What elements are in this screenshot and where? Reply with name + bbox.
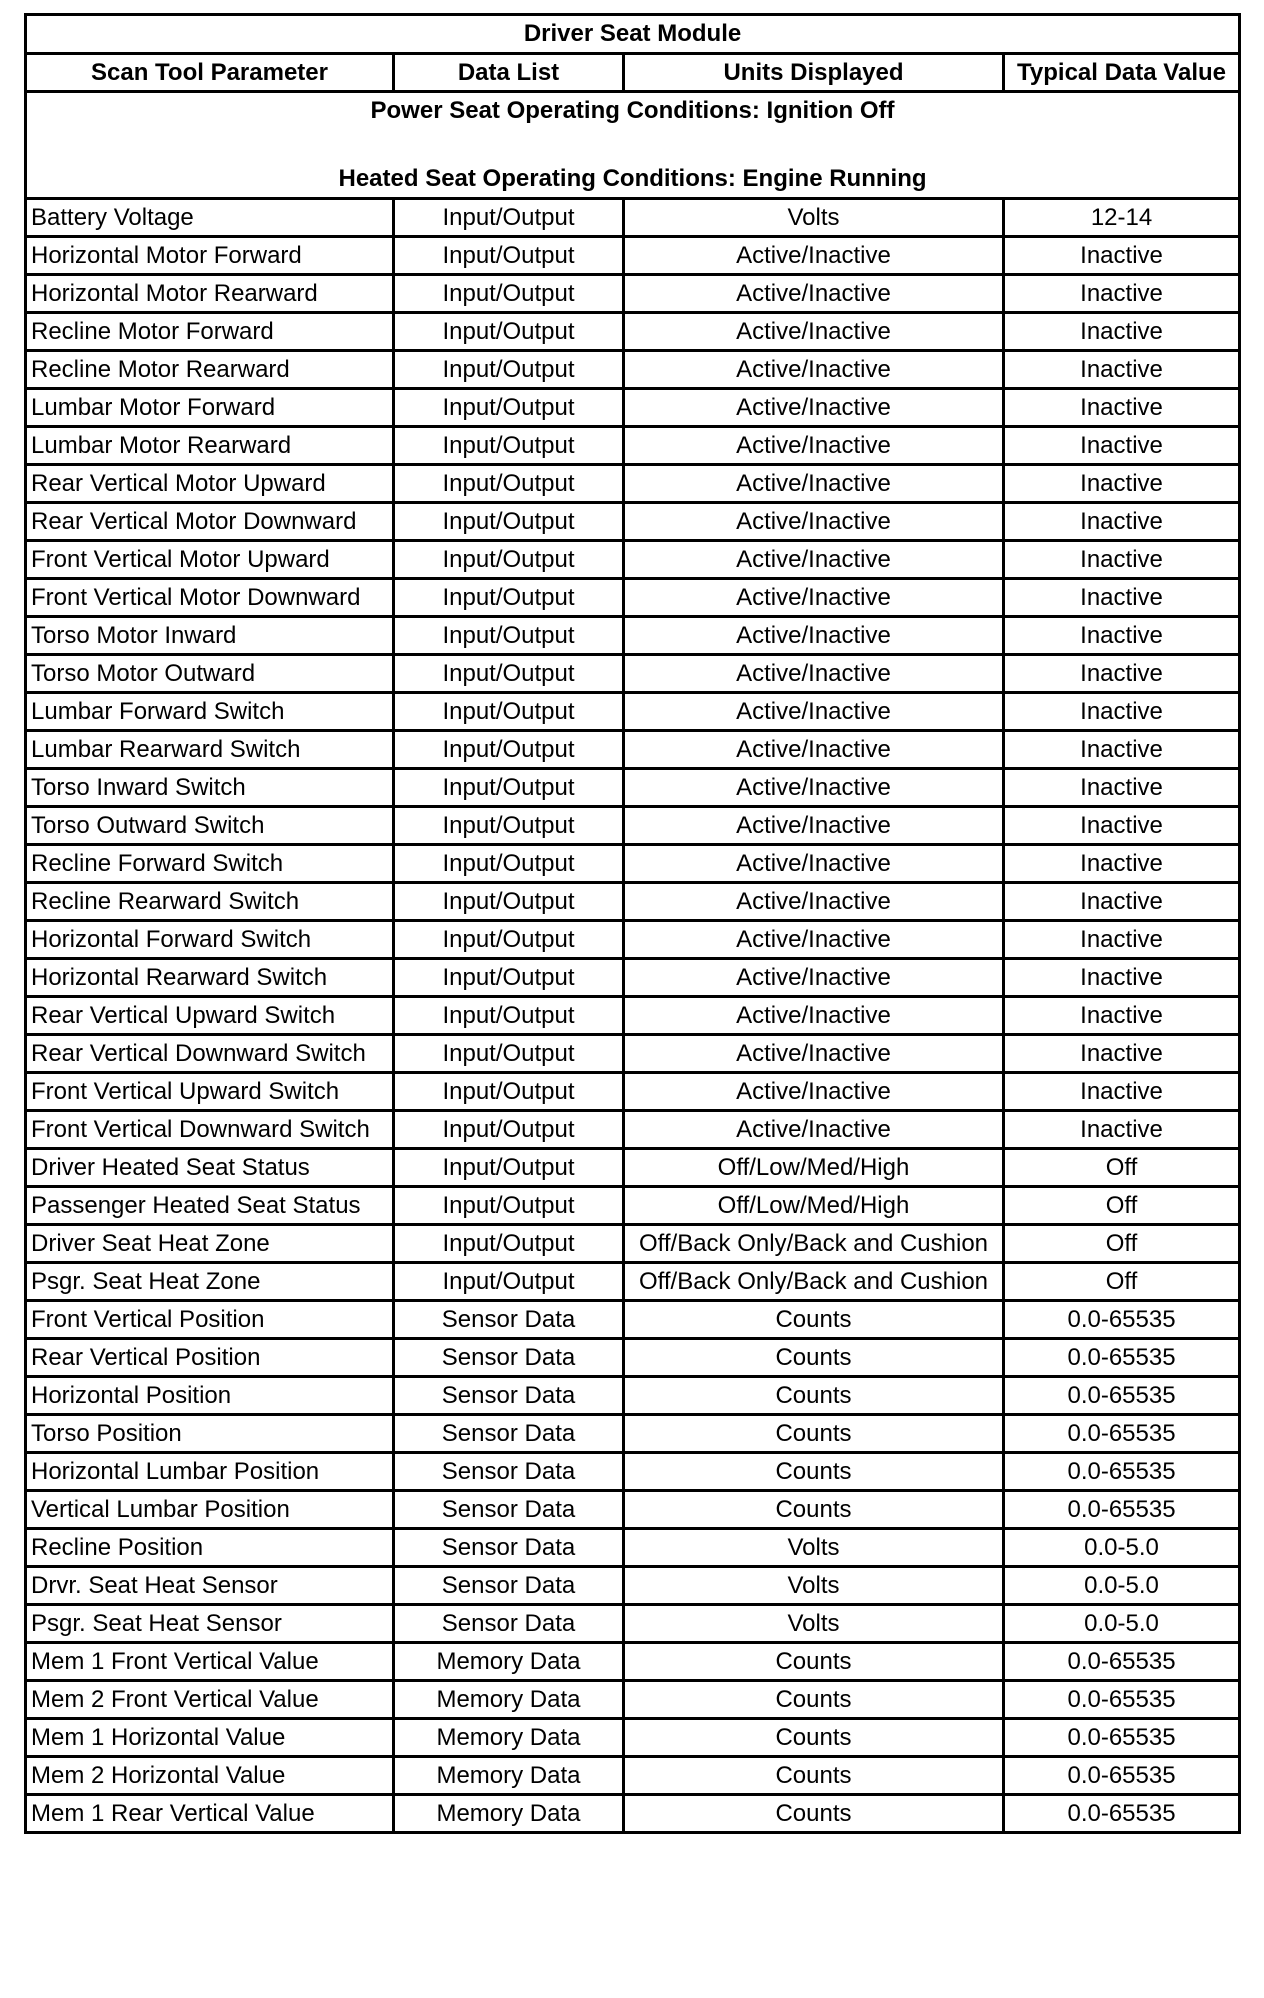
units-cell: Active/Inactive [624,465,1004,503]
param-cell: Battery Voltage [26,199,394,237]
typical-value-cell: Inactive [1004,503,1240,541]
param-cell: Driver Heated Seat Status [26,1149,394,1187]
param-cell: Mem 2 Front Vertical Value [26,1681,394,1719]
typical-value-cell: 0.0-5.0 [1004,1529,1240,1567]
table-row [26,1491,1240,1529]
typical-value-cell: Inactive [1004,351,1240,389]
table-row [26,1681,1240,1719]
param-cell: Horizontal Motor Rearward [26,275,394,313]
table-row [26,1453,1240,1491]
typical-value-cell: Inactive [1004,389,1240,427]
data-list-cell: Sensor Data [394,1377,624,1415]
units-cell: Active/Inactive [624,351,1004,389]
data-list-cell: Input/Output [394,465,624,503]
param-cell: Driver Seat Heat Zone [26,1225,394,1263]
param-cell: Front Vertical Motor Downward [26,579,394,617]
param-cell: Mem 1 Rear Vertical Value [26,1795,394,1833]
typical-value-cell: 0.0-65535 [1004,1491,1240,1529]
typical-value-cell: 12-14 [1004,199,1240,237]
typical-value-cell: 0.0-65535 [1004,1377,1240,1415]
table-row [26,1757,1240,1795]
units-cell: Counts [624,1719,1004,1757]
param-cell: Lumbar Rearward Switch [26,731,394,769]
data-list-cell: Input/Output [394,959,624,997]
units-cell: Active/Inactive [624,693,1004,731]
typical-value-cell: Inactive [1004,237,1240,275]
typical-value-cell: Inactive [1004,731,1240,769]
units-cell: Counts [624,1339,1004,1377]
param-cell: Lumbar Motor Forward [26,389,394,427]
data-list-cell: Input/Output [394,237,624,275]
typical-value-cell: 0.0-65535 [1004,1301,1240,1339]
table-row [26,1795,1240,1833]
typical-value-cell: Inactive [1004,427,1240,465]
data-list-cell: Input/Output [394,503,624,541]
table-row [26,275,1240,313]
data-list-cell: Memory Data [394,1795,624,1833]
param-cell: Front Vertical Upward Switch [26,1073,394,1111]
table-row [26,237,1240,275]
param-cell: Recline Motor Rearward [26,351,394,389]
param-cell: Lumbar Motor Rearward [26,427,394,465]
table-row [26,1035,1240,1073]
table-row [26,693,1240,731]
param-cell: Recline Motor Forward [26,313,394,351]
operating-conditions [26,92,1240,199]
param-cell: Vertical Lumbar Position [26,1491,394,1529]
param-cell: Rear Vertical Motor Upward [26,465,394,503]
table-row [26,541,1240,579]
units-cell: Counts [624,1491,1004,1529]
data-list-cell: Input/Output [394,275,624,313]
units-cell: Active/Inactive [624,731,1004,769]
typical-value-cell: Inactive [1004,579,1240,617]
typical-value-cell: 0.0-65535 [1004,1795,1240,1833]
typical-value-cell: 0.0-65535 [1004,1415,1240,1453]
units-cell: Volts [624,1567,1004,1605]
data-list-cell: Sensor Data [394,1339,624,1377]
units-cell: Active/Inactive [624,275,1004,313]
heated-seat-conditions: Heated Seat Operating Conditions: Engine Running [338,165,927,192]
typical-value-cell: 0.0-5.0 [1004,1567,1240,1605]
param-cell: Rear Vertical Motor Downward [26,503,394,541]
param-cell: Rear Vertical Upward Switch [26,997,394,1035]
data-list-cell: Input/Output [394,1111,624,1149]
typical-value-cell: 0.0-65535 [1004,1339,1240,1377]
param-cell: Horizontal Forward Switch [26,921,394,959]
header-typical-data-value: Typical Data Value [1004,54,1240,92]
units-cell: Active/Inactive [624,959,1004,997]
table-row [26,655,1240,693]
typical-value-cell: Inactive [1004,1035,1240,1073]
param-cell: Torso Position [26,1415,394,1453]
units-cell: Active/Inactive [624,1073,1004,1111]
param-cell: Front Vertical Position [26,1301,394,1339]
header-units-displayed: Units Displayed [624,54,1004,92]
param-cell: Front Vertical Motor Upward [26,541,394,579]
units-cell: Volts [624,199,1004,237]
data-list-cell: Memory Data [394,1681,624,1719]
units-cell: Counts [624,1681,1004,1719]
param-cell: Lumbar Forward Switch [26,693,394,731]
table-row [26,921,1240,959]
column-header-row [26,54,1240,92]
param-cell: Passenger Heated Seat Status [26,1187,394,1225]
typical-value-cell: Off [1004,1187,1240,1225]
units-cell: Counts [624,1795,1004,1833]
units-cell: Counts [624,1301,1004,1339]
table-row [26,1187,1240,1225]
header-data-list: Data List [394,54,624,92]
operating-conditions-row [26,92,1240,199]
units-cell: Active/Inactive [624,997,1004,1035]
table-row [26,769,1240,807]
param-cell: Torso Outward Switch [26,807,394,845]
table-row [26,503,1240,541]
units-cell: Active/Inactive [624,617,1004,655]
param-cell: Psgr. Seat Heat Zone [26,1263,394,1301]
param-cell: Horizontal Position [26,1377,394,1415]
data-list-cell: Input/Output [394,389,624,427]
data-list-cell: Input/Output [394,883,624,921]
param-cell: Front Vertical Downward Switch [26,1111,394,1149]
data-list-cell: Input/Output [394,351,624,389]
data-list-cell: Sensor Data [394,1415,624,1453]
param-cell: Torso Motor Inward [26,617,394,655]
typical-value-cell: 0.0-65535 [1004,1757,1240,1795]
data-list-cell: Input/Output [394,1149,624,1187]
units-cell: Off/Low/Med/High [624,1149,1004,1187]
table-row [26,427,1240,465]
units-cell: Active/Inactive [624,503,1004,541]
data-list-cell: Input/Output [394,1225,624,1263]
table-row [26,731,1240,769]
units-cell: Active/Inactive [624,921,1004,959]
table-body [26,199,1240,1833]
typical-value-cell: 0.0-65535 [1004,1643,1240,1681]
table-row [26,199,1240,237]
typical-value-cell: Inactive [1004,1073,1240,1111]
units-cell: Off/Back Only/Back and Cushion [624,1225,1004,1263]
table-row [26,313,1240,351]
data-list-cell: Input/Output [394,427,624,465]
data-list-cell: Input/Output [394,769,624,807]
table-row [26,617,1240,655]
units-cell: Counts [624,1453,1004,1491]
data-list-cell: Input/Output [394,845,624,883]
typical-value-cell: Inactive [1004,883,1240,921]
table-title-row [26,15,1240,54]
typical-value-cell: 0.0-65535 [1004,1719,1240,1757]
typical-value-cell: Inactive [1004,921,1240,959]
table-row [26,845,1240,883]
typical-value-cell: Inactive [1004,1111,1240,1149]
units-cell: Active/Inactive [624,883,1004,921]
typical-value-cell: Off [1004,1263,1240,1301]
data-list-cell: Input/Output [394,693,624,731]
units-cell: Active/Inactive [624,845,1004,883]
data-list-cell: Input/Output [394,1035,624,1073]
table-row [26,1643,1240,1681]
units-cell: Volts [624,1529,1004,1567]
typical-value-cell: 0.0-5.0 [1004,1605,1240,1643]
units-cell: Active/Inactive [624,313,1004,351]
typical-value-cell: Inactive [1004,465,1240,503]
units-cell: Off/Low/Med/High [624,1187,1004,1225]
data-list-cell: Input/Output [394,1263,624,1301]
param-cell: Recline Rearward Switch [26,883,394,921]
typical-value-cell: Inactive [1004,617,1240,655]
typical-value-cell: 0.0-65535 [1004,1453,1240,1491]
table-row [26,1415,1240,1453]
data-list-cell: Input/Output [394,807,624,845]
table-row [26,959,1240,997]
param-cell: Recline Position [26,1529,394,1567]
data-list-cell: Sensor Data [394,1529,624,1567]
units-cell: Active/Inactive [624,579,1004,617]
param-cell: Torso Inward Switch [26,769,394,807]
table-row [26,1225,1240,1263]
typical-value-cell: Off [1004,1149,1240,1187]
table-row [26,1567,1240,1605]
typical-value-cell: Off [1004,1225,1240,1263]
data-list-cell: Memory Data [394,1643,624,1681]
table-row [26,1149,1240,1187]
table-row [26,1377,1240,1415]
data-list-cell: Memory Data [394,1719,624,1757]
typical-value-cell: Inactive [1004,997,1240,1035]
units-cell: Active/Inactive [624,807,1004,845]
data-list-cell: Sensor Data [394,1605,624,1643]
data-table-document [24,13,1238,1834]
table-row [26,1529,1240,1567]
typical-value-cell: Inactive [1004,693,1240,731]
data-list-cell: Sensor Data [394,1301,624,1339]
data-list-cell: Input/Output [394,579,624,617]
data-list-cell: Sensor Data [394,1491,624,1529]
param-cell: Drvr. Seat Heat Sensor [26,1567,394,1605]
units-cell: Active/Inactive [624,769,1004,807]
data-list-cell: Input/Output [394,541,624,579]
typical-value-cell: Inactive [1004,845,1240,883]
table-row [26,1719,1240,1757]
data-list-cell: Input/Output [394,1073,624,1111]
typical-value-cell: 0.0-65535 [1004,1681,1240,1719]
scan-tool-data-table [24,13,1241,1834]
typical-value-cell: Inactive [1004,541,1240,579]
units-cell: Active/Inactive [624,1111,1004,1149]
table-row [26,1339,1240,1377]
units-cell: Counts [624,1415,1004,1453]
typical-value-cell: Inactive [1004,655,1240,693]
table-title: Driver Seat Module [26,15,1240,54]
table-row [26,1263,1240,1301]
typical-value-cell: Inactive [1004,313,1240,351]
typical-value-cell: Inactive [1004,959,1240,997]
data-list-cell: Input/Output [394,731,624,769]
param-cell: Mem 1 Horizontal Value [26,1719,394,1757]
table-row [26,1605,1240,1643]
header-scan-tool-parameter: Scan Tool Parameter [26,54,394,92]
table-row [26,807,1240,845]
typical-value-cell: Inactive [1004,807,1240,845]
param-cell: Torso Motor Outward [26,655,394,693]
param-cell: Horizontal Lumbar Position [26,1453,394,1491]
units-cell: Off/Back Only/Back and Cushion [624,1263,1004,1301]
data-list-cell: Input/Output [394,1187,624,1225]
param-cell: Rear Vertical Position [26,1339,394,1377]
units-cell: Active/Inactive [624,389,1004,427]
param-cell: Recline Forward Switch [26,845,394,883]
table-row [26,389,1240,427]
param-cell: Psgr. Seat Heat Sensor [26,1605,394,1643]
data-list-cell: Input/Output [394,199,624,237]
table-row [26,997,1240,1035]
data-list-cell: Memory Data [394,1757,624,1795]
units-cell: Counts [624,1643,1004,1681]
data-list-cell: Sensor Data [394,1453,624,1491]
param-cell: Mem 2 Horizontal Value [26,1757,394,1795]
units-cell: Active/Inactive [624,655,1004,693]
param-cell: Horizontal Motor Forward [26,237,394,275]
units-cell: Active/Inactive [624,427,1004,465]
data-list-cell: Input/Output [394,997,624,1035]
units-cell: Counts [624,1377,1004,1415]
units-cell: Counts [624,1757,1004,1795]
units-cell: Active/Inactive [624,541,1004,579]
data-list-cell: Input/Output [394,655,624,693]
table-row [26,1111,1240,1149]
data-list-cell: Input/Output [394,617,624,655]
data-list-cell: Input/Output [394,921,624,959]
data-list-cell: Input/Output [394,313,624,351]
table-row [26,1301,1240,1339]
table-row [26,579,1240,617]
table-row [26,351,1240,389]
power-seat-conditions: Power Seat Operating Conditions: Ignition Off [370,97,895,124]
typical-value-cell: Inactive [1004,275,1240,313]
data-list-cell: Sensor Data [394,1567,624,1605]
units-cell: Active/Inactive [624,1035,1004,1073]
table-row [26,883,1240,921]
param-cell: Mem 1 Front Vertical Value [26,1643,394,1681]
units-cell: Active/Inactive [624,237,1004,275]
table-row [26,465,1240,503]
param-cell: Horizontal Rearward Switch [26,959,394,997]
typical-value-cell: Inactive [1004,769,1240,807]
units-cell: Volts [624,1605,1004,1643]
param-cell: Rear Vertical Downward Switch [26,1035,394,1073]
table-row [26,1073,1240,1111]
